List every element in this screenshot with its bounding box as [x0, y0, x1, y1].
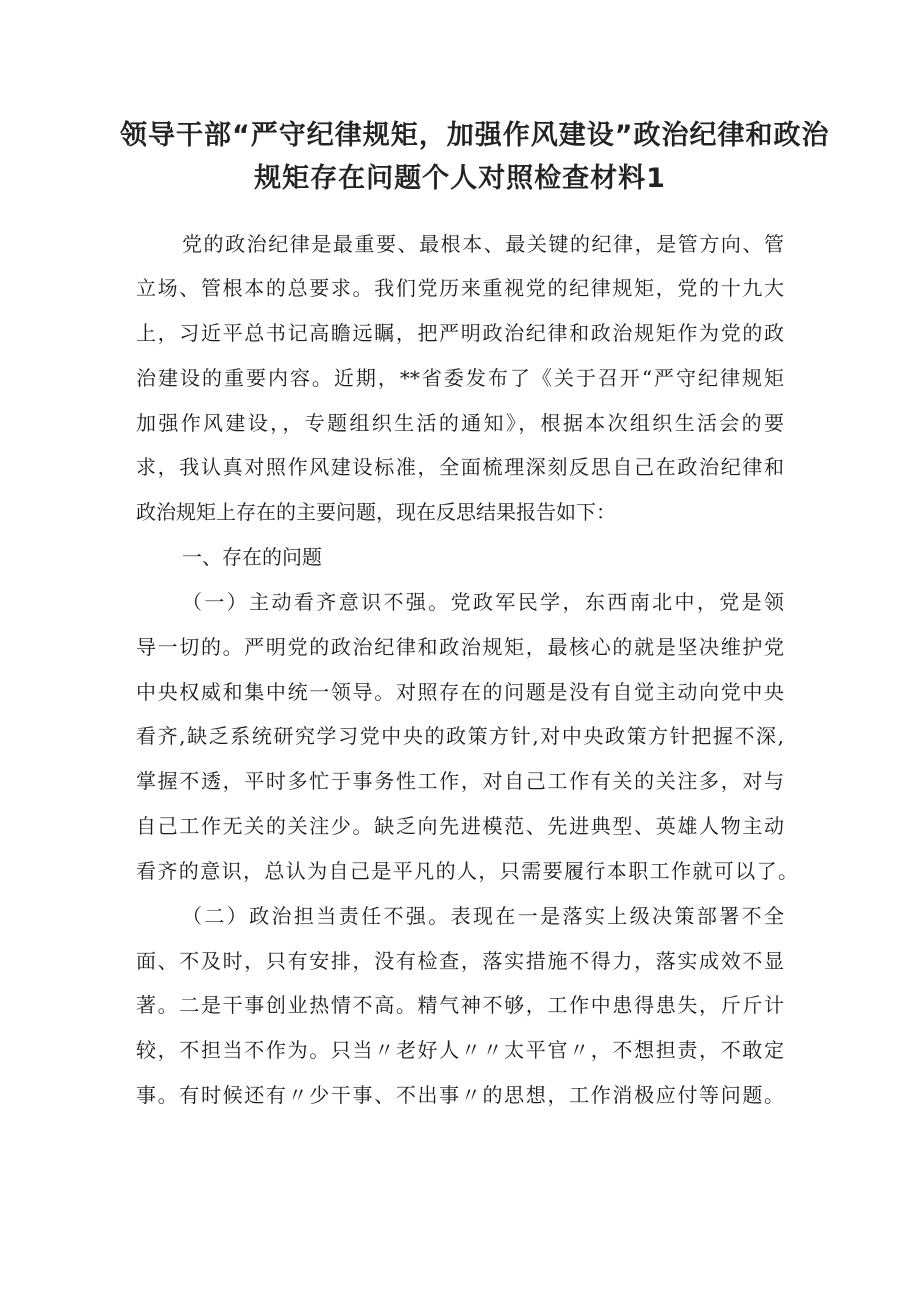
- item2-line-3: 著。二是干事创业热情不高。精气神不够，工作中患得患失，斤斤计: [136, 993, 784, 1017]
- intro-line-6: 求，我认真对照作风建设标准，全面梳理深刻反思自己在政治纪律和: [136, 455, 784, 479]
- intro-line-1: 党的政治纪律是最重要、最根本、最关键的纪律，是管方向、管: [182, 232, 784, 256]
- document-title-line-2: 规矩存在问题个人对照检查材料1: [254, 163, 666, 194]
- intro-line-3: 上，习近平总书记高瞻远瞩，把严明政治纪律和政治规矩作为党的政: [136, 321, 784, 345]
- intro-line-4: 治建设的重要内容。近期，**省委发布了《关于召开“严守纪律规矩: [136, 366, 784, 390]
- item1-line-3: 中央权威和集中统一领导。对照存在的问题是没有自觉主动向党中央: [136, 680, 784, 704]
- intro-line-7: 政治规矩上存在的主要问题，现在反思结果报告如下：: [136, 500, 616, 524]
- document-title-line-1: 领导干部“严守纪律规矩，加强作风建设”政治纪律和政治: [120, 120, 830, 151]
- item1-line-7: 看齐的意识，总认为自己是平凡的人，只需要履行本职工作就可以了。: [136, 859, 798, 883]
- section-heading: 一、存在的问题: [182, 545, 322, 569]
- item1-line-6: 自己工作无关的关注少。缺乏向先进模范、先进典型、英雄人物主动: [136, 814, 784, 838]
- intro-line-5: 加强作风建设，，专题组织生活的通知》，根据本次组织生活会的要: [136, 411, 784, 435]
- item1-line-5: 掌握不透，平时多忙于事务性工作，对自己工作有关的关注多，对与: [136, 769, 784, 793]
- item1-line-4: 看齐,缺乏系统研究学习党中央的政策方针,对中央政策方针把握不深,: [136, 724, 784, 748]
- item2-line-2: 面、不及时，只有安排，没有检查，落实措施不得力，落实成效不显: [136, 949, 784, 973]
- item2-line-5: 事。有时候还有〃少干事、不出事〃的思想，工作消极应付等问题。: [136, 1083, 784, 1107]
- item1-line-2: 导一切的。严明党的政治纪律和政治规矩，最核心的就是坚决维护党: [136, 635, 784, 659]
- item2-line-1: （二）政治担当责任不强。表现在一是落实上级决策部署不全: [182, 904, 784, 928]
- item1-line-1: （一）主动看齐意识不强。党政军民学，东西南北中，党是领: [182, 590, 784, 614]
- item2-line-4: 较，不担当不作为。只当〃老好人〃〃太平官〃，不想担责，不敢定: [136, 1038, 784, 1062]
- intro-line-2: 立场、管根本的总要求。我们党历来重视党的纪律规矩，党的十九大: [136, 276, 784, 300]
